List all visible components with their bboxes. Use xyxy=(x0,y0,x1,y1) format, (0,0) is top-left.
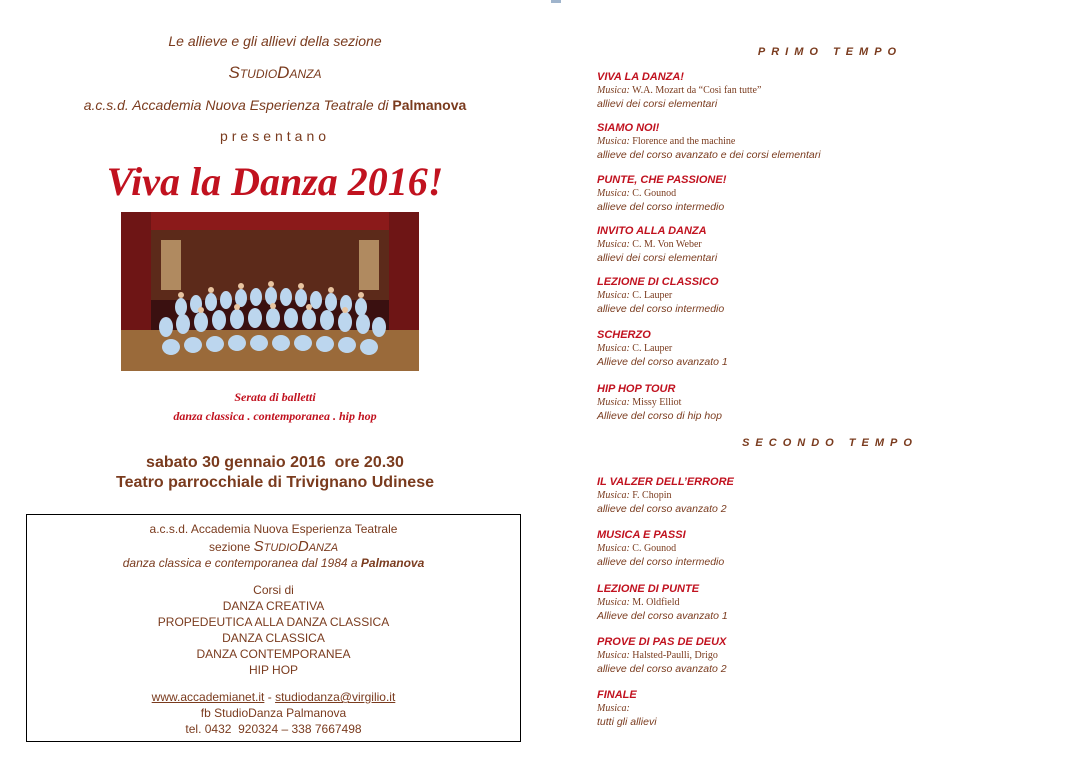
music-composer: Halsted-Paulli, Drigo xyxy=(632,650,718,661)
musica-label: Musica: xyxy=(597,85,630,96)
program-panel xyxy=(590,0,1070,777)
program-item-performers: allieve del corso avanzato e dei corsi elementari xyxy=(597,149,821,161)
program-item-music xyxy=(597,702,1067,715)
presentano-text: presentano xyxy=(219,128,331,144)
music-composer: C. M. Von Weber xyxy=(632,239,702,250)
event-venue: Teatro parrocchiale di Trivignano Udinese xyxy=(115,474,434,491)
musica-label: Musica: xyxy=(597,650,630,661)
program-item-title: VIVA LA DANZA! xyxy=(597,71,684,83)
event-info xyxy=(0,453,550,493)
program-item-music xyxy=(597,342,1067,355)
musica-label: Musica: xyxy=(597,490,630,501)
program-item-music xyxy=(597,542,1067,555)
music-composer: Florence and the machine xyxy=(632,136,736,147)
group-photo xyxy=(121,212,419,371)
serata-line-1: Serata di balletti xyxy=(234,390,316,404)
phone-line: tel. 0432 920324 – 338 7667498 xyxy=(185,722,362,736)
program-item-music xyxy=(597,238,1067,251)
program-item-title: PUNTE, CHE PASSIONE! xyxy=(597,174,727,186)
serata-subtitle xyxy=(0,388,550,426)
studio-name: StudioDanza xyxy=(228,63,322,82)
music-composer: M. Oldfield xyxy=(632,597,680,608)
corso-item: DANZA CONTEMPORANEA xyxy=(196,647,351,661)
program-item-music xyxy=(597,489,1067,502)
music-composer: C. Gounod xyxy=(632,188,677,199)
program-item-title: IL VALZER DELL’ERRORE xyxy=(597,476,734,488)
program-item xyxy=(597,636,1067,677)
sezione-line xyxy=(27,539,520,555)
program-item-performers: allieve del corso avanzato 2 xyxy=(597,503,727,515)
musica-label: Musica: xyxy=(597,290,630,301)
program-item-music xyxy=(597,396,1067,409)
program-item-title: LEZIONE DI PUNTE xyxy=(597,583,700,595)
program-item-performers: tutti gli allievi xyxy=(597,716,657,728)
program-item xyxy=(597,225,1067,266)
event-date: sabato 30 gennaio 2016 ore 20.30 xyxy=(146,454,404,471)
program-item xyxy=(597,383,1067,424)
link-separator: - xyxy=(264,690,276,704)
sezione-prefix: sezione xyxy=(208,540,254,554)
program-item xyxy=(597,174,1067,215)
corso-item: PROPEDEUTICA ALLA DANZA CLASSICA xyxy=(157,615,390,629)
program-item-performers: Allieve del corso avanzato 1 xyxy=(597,610,728,622)
program-item-title: HIP HOP TOUR xyxy=(597,383,676,395)
email-link[interactable]: studiodanza@virgilio.it xyxy=(275,690,396,704)
program-item-title: INVITO ALLA DANZA xyxy=(597,225,707,237)
program-item xyxy=(597,71,1067,112)
stage-photo-illustration xyxy=(121,212,419,371)
corso-item: DANZA CLASSICA xyxy=(222,631,325,645)
facebook-line: fb StudioDanza Palmanova xyxy=(200,706,347,720)
page-edge-mark xyxy=(551,0,561,3)
primo-tempo-heading: PRIMO TEMPO xyxy=(757,46,903,58)
academy-info-box xyxy=(26,514,521,742)
website-link[interactable]: www.accademianet.it xyxy=(151,690,265,704)
academy-name: a.c.s.d. Accademia Nuova Esperienza Teatrale di xyxy=(83,97,393,113)
music-composer: W.A. Mozart da “Così fan tutte” xyxy=(632,85,762,96)
program-item-music xyxy=(597,84,1067,97)
box-studio-name: StudioDanza xyxy=(253,538,339,555)
program-item-title: LEZIONE DI CLASSICO xyxy=(597,276,719,288)
secondo-tempo-heading: SECONDO TEMPO xyxy=(742,437,918,449)
program-item-title: SIAMO NOI! xyxy=(597,122,660,134)
program-item-music xyxy=(597,187,1067,200)
program-item-music xyxy=(597,649,1067,662)
program-item-performers: allievi dei corsi elementari xyxy=(597,252,718,264)
program-item-performers: Allieve del corso avanzato 1 xyxy=(597,356,728,368)
musica-label: Musica: xyxy=(597,703,630,714)
corsi-list xyxy=(27,598,520,678)
since-line xyxy=(27,555,520,571)
program-item-performers: allievi dei corsi elementari xyxy=(597,98,718,110)
intro-line-1: Le allieve e gli allievi della sezione xyxy=(168,33,382,49)
music-composer: F. Chopin xyxy=(632,490,672,501)
music-composer: C. Gounod xyxy=(632,543,677,554)
program-item-performers: Allieve del corso di hip hop xyxy=(597,410,722,422)
program-item xyxy=(597,276,1067,317)
music-composer: C. Lauper xyxy=(632,290,673,301)
program-item xyxy=(597,122,1067,163)
program-item-title: MUSICA E PASSI xyxy=(597,529,686,541)
music-composer: Missy Elliot xyxy=(632,397,682,408)
program-item-performers: allieve del corso avanzato 2 xyxy=(597,663,727,675)
music-composer: C. Lauper xyxy=(632,343,673,354)
since-prefix: danza classica e contemporanea dal 1984 a xyxy=(122,556,361,570)
program-item-title: FINALE xyxy=(597,689,637,701)
corsi-title: Corsi di xyxy=(253,583,294,597)
program-item-performers: allieve del corso intermedio xyxy=(597,556,725,568)
musica-label: Musica: xyxy=(597,188,630,199)
program-item-title: PROVE DI PAS DE DEUX xyxy=(597,636,727,648)
program-item xyxy=(597,329,1067,370)
city-name: Palmanova xyxy=(392,97,467,113)
corso-item: HIP HOP xyxy=(248,663,299,677)
program-item-title: SCHERZO xyxy=(597,329,651,341)
musica-label: Musica: xyxy=(597,397,630,408)
program-item xyxy=(597,689,1067,730)
program-item-music xyxy=(597,135,1067,148)
musica-label: Musica: xyxy=(597,239,630,250)
musica-label: Musica: xyxy=(597,136,630,147)
musica-label: Musica: xyxy=(597,597,630,608)
serata-line-2: danza classica . contemporanea . hip hop xyxy=(173,409,377,423)
academy-line: a.c.s.d. Accademia Nuova Esperienza Teatrale xyxy=(149,522,398,536)
program-item xyxy=(597,476,1067,517)
since-city: Palmanova xyxy=(360,556,425,570)
corso-item: DANZA CREATIVA xyxy=(222,599,325,613)
contact-links xyxy=(27,689,520,705)
program-item xyxy=(597,529,1067,570)
program-item xyxy=(597,583,1067,624)
program-item-music xyxy=(597,596,1067,609)
event-title: Viva la Danza 2016! xyxy=(106,159,444,204)
musica-label: Musica: xyxy=(597,343,630,354)
program-item-music xyxy=(597,289,1067,302)
musica-label: Musica: xyxy=(597,543,630,554)
program-item-performers: allieve del corso intermedio xyxy=(597,201,725,213)
intro-line-2 xyxy=(0,97,550,113)
program-item-performers: allieve del corso intermedio xyxy=(597,303,725,315)
